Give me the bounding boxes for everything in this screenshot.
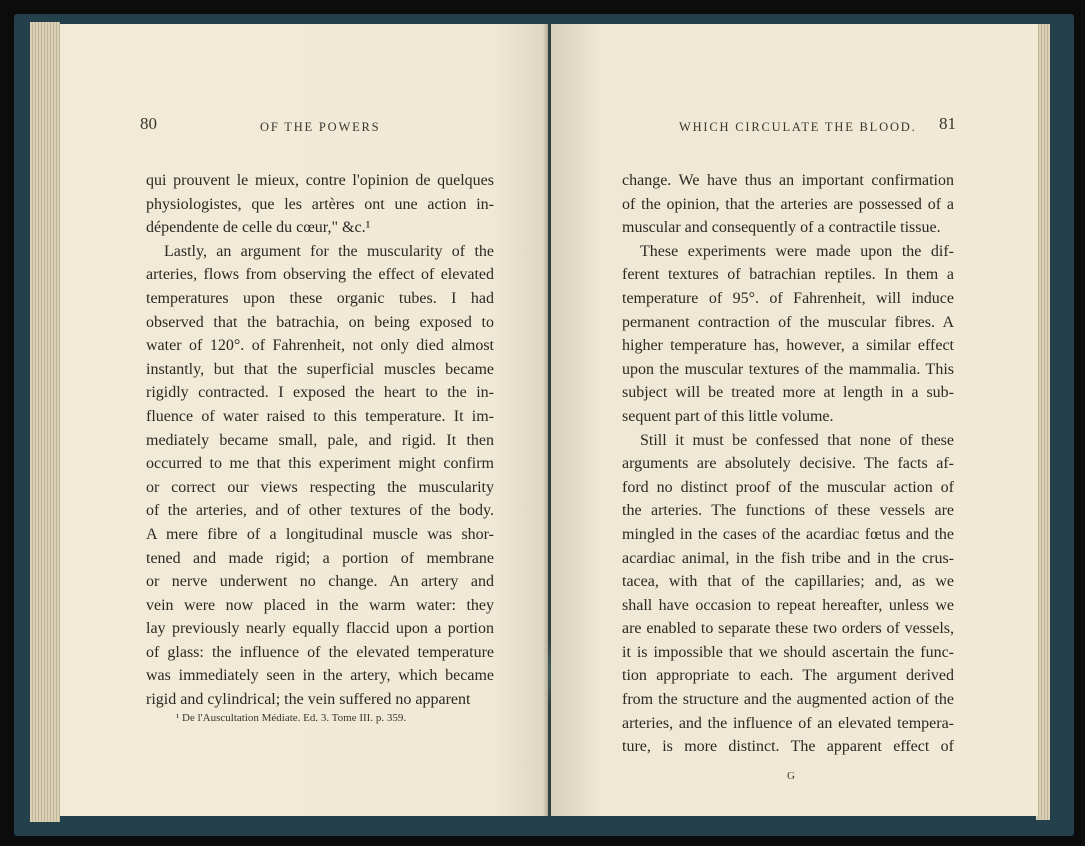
- text-line: temperatures upon these organic tubes. I had: [146, 289, 494, 307]
- page-edges-left: [30, 22, 60, 822]
- text-line: mediately became small, pale, and rigid. It then: [146, 431, 494, 449]
- text-line: These experiments were made upon the dif-: [640, 242, 954, 260]
- text-line: of glass: the influence of the elevated temperature: [146, 643, 494, 661]
- page-edges-right: [1036, 24, 1050, 820]
- text-line: sequent part of this little volume.: [622, 407, 834, 425]
- text-line: instantly, but that the superficial muscles became: [146, 360, 494, 378]
- text-line: subject will be treated more at length in a sub-: [622, 384, 954, 402]
- text-line: was immediately seen in the artery, which became: [146, 667, 494, 685]
- text-line: upon the muscular textures of the mammalia. This: [622, 360, 954, 378]
- text-line: tened and made rigid; a portion of membrane: [146, 549, 494, 567]
- text-line: fluence of water raised to this temperature. It im-: [146, 407, 494, 425]
- text-line: physiologistes, que les artères ont une action in-: [146, 195, 494, 213]
- text-line: tacea, with that of the capillaries; and, as we: [622, 573, 954, 591]
- text-line: shall have occasion to repeat hereafter, unless we: [622, 596, 954, 614]
- page-number: 80: [140, 114, 157, 133]
- running-head: OF THE POWERS: [260, 120, 381, 134]
- text-line: temperature of 95°. of Fahrenheit, will induce: [622, 289, 954, 307]
- running-head: WHICH CIRCULATE THE BLOOD.: [679, 120, 917, 134]
- text-line: change. We have thus an important confirmation: [622, 172, 954, 189]
- right-page: [551, 24, 1038, 816]
- text-line: ford no distinct proof of the muscular action of: [622, 478, 954, 496]
- text-line: ture, is more distinct. The apparent effect of: [622, 738, 954, 756]
- text-line: Still it must be confessed that none of these: [640, 431, 954, 449]
- text-line: the arteries. The functions of these vessels are: [622, 502, 954, 520]
- text-line: it is impossible that we should ascertain the func-: [622, 643, 954, 661]
- text-line: of the arteries, and of other textures of the body.: [146, 502, 494, 520]
- text-line: permanent contraction of the muscular fibres. A: [622, 313, 954, 331]
- text-line: lay previously nearly equally flaccid upon a portion: [146, 620, 494, 638]
- text-line: arteries, and the influence of an elevated tempera-: [622, 714, 954, 732]
- text-line: dépendente de celle du cœur," &c.¹: [146, 219, 371, 237]
- text-line: or correct our views respecting the muscularity: [146, 478, 494, 496]
- text-line: Lastly, an argument for the muscularity of the: [164, 242, 494, 260]
- page-number: 81: [939, 114, 956, 133]
- text-line: acardiac animal, in the fish tribe and in the crus-: [622, 549, 954, 567]
- text-line: tion appropriate to each. The argument derived: [622, 667, 954, 685]
- text-line: ferent textures of batrachian reptiles. In them a: [622, 266, 954, 284]
- page-body: [146, 169, 494, 712]
- page-body: [622, 169, 954, 759]
- text-line: qui prouvent le mieux, contre l'opinion de quelques: [146, 172, 494, 189]
- signature-mark: G: [787, 770, 795, 782]
- text-line: are enabled to separate these two orders of vessels,: [622, 620, 954, 638]
- left-page: [60, 24, 548, 816]
- text-line: arguments are absolutely decisive. The facts af-: [622, 455, 954, 473]
- text-line: higher temperature has, however, a similar effect: [622, 337, 954, 355]
- text-line: rigidly contracted. I exposed the heart to the in-: [146, 384, 494, 402]
- text-line: observed that the batrachia, on being exposed to: [146, 313, 494, 331]
- text-line: vein were now placed in the warm water: they: [146, 596, 494, 614]
- text-line: from the structure and the augmented action of the: [622, 691, 954, 709]
- text-line: of the opinion, that the arteries are possessed of a: [622, 195, 954, 213]
- text-line: occurred to me that this experiment might confirm: [146, 455, 494, 473]
- text-line: muscular and consequently of a contractile tissue.: [622, 219, 941, 237]
- text-line: mingled in the cases of the acardiac fœtus and the: [622, 525, 954, 543]
- text-line: rigid and cylindrical; the vein suffered no apparent: [146, 691, 471, 709]
- text-line: A mere fibre of a longitudinal muscle was shor-: [146, 525, 494, 543]
- footnote: ¹ De l'Auscultation Médiate. Ed. 3. Tome III. p. 359.: [176, 712, 407, 724]
- text-line: water of 120°. of Fahrenheit, not only died almost: [146, 337, 494, 355]
- text-line: or nerve underwent no change. An artery and: [146, 573, 494, 591]
- text-line: arteries, flows from observing the effect of elevated: [146, 266, 494, 284]
